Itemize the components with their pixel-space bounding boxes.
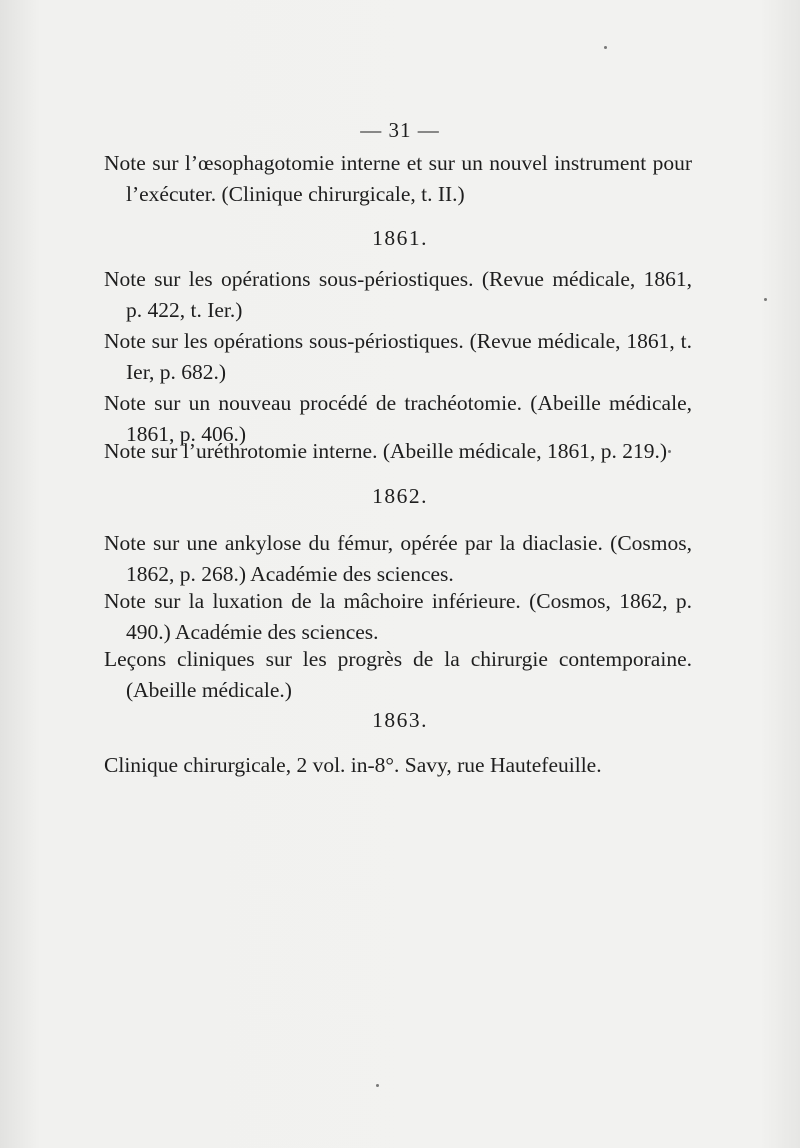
bibliography-entry: Note sur une ankylose du fémur, opérée par la diaclasie. (Cosmos, 1862, p. 268.) Académie des sciences. <box>104 531 692 586</box>
bibliography-entry: Leçons cliniques sur les progrès de la chirurgie contemporaine. (Abeille médicale.) <box>104 647 692 702</box>
bibliography-entry: Note sur un nouveau procédé de trachéotomie. (Abeille médicale, 1861, p. 406.) <box>104 391 692 446</box>
scan-speck <box>668 450 671 453</box>
scan-speck <box>604 46 607 49</box>
bibliography-entry: Note sur l’œsophagotomie interne et sur un nouvel instrument pour l’exécuter. (Clinique chirurgicale, t. II.) <box>104 151 692 206</box>
bibliography-entry: Note sur les opérations sous-périostiques. (Revue médicale, 1861, t. Ier, p. 682.) <box>104 329 692 384</box>
bibliography-entry: Clinique chirurgicale, 2 vol. in-8°. Savy, rue Hautefeuille. <box>104 753 602 777</box>
page-number: — 31 — <box>360 118 440 142</box>
scan-speck <box>376 1084 379 1087</box>
bibliography-entry: Note sur les opérations sous-périostiques. (Revue médicale, 1861, p. 422, t. Ier.) <box>104 267 692 322</box>
year-heading: 1861. <box>372 226 428 250</box>
year-heading: 1863. <box>372 708 428 732</box>
year-heading: 1862. <box>372 484 428 508</box>
scan-speck <box>764 298 767 301</box>
bibliography-entry: Note sur l’uréthrotomie interne. (Abeille médicale, 1861, p. 219.) <box>104 439 668 463</box>
bibliography-entry: Note sur la luxation de la mâchoire inférieure. (Cosmos, 1862, p. 490.) Académie des sciences. <box>104 589 692 644</box>
